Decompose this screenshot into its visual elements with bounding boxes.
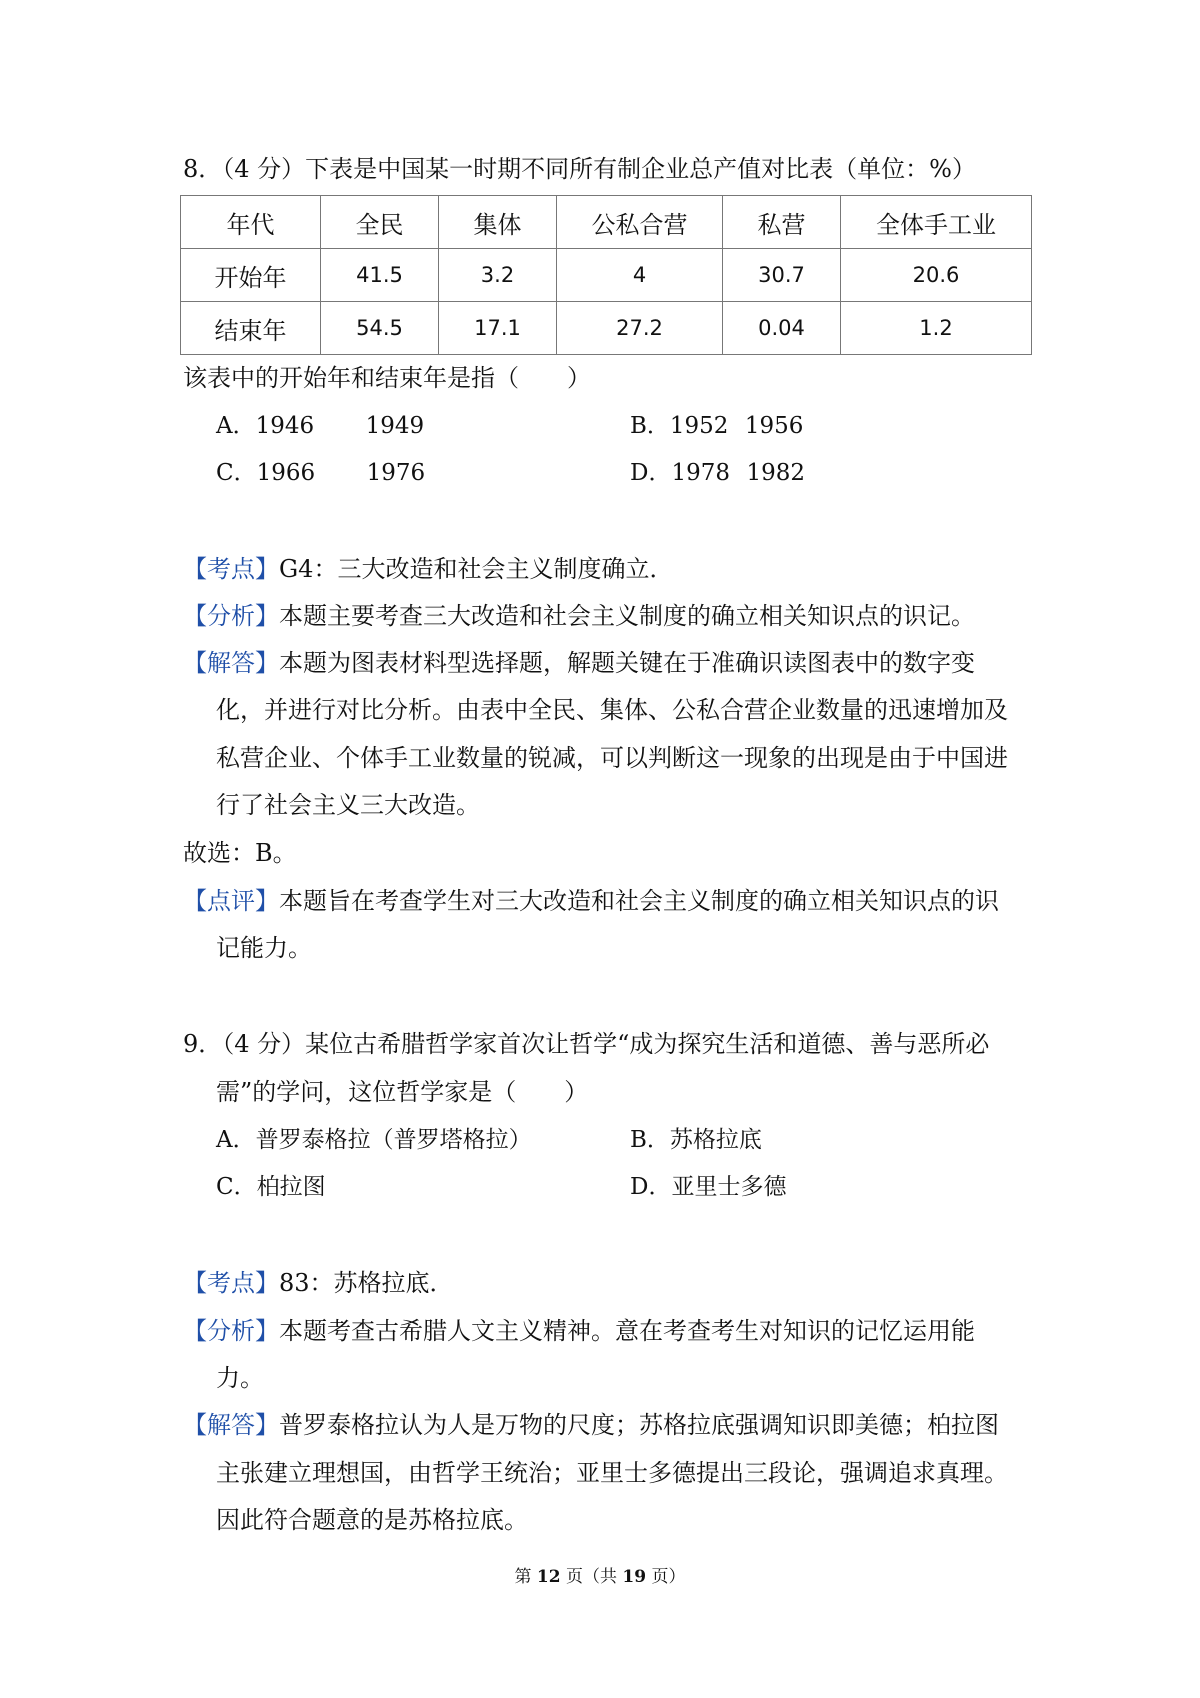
fenxi-tag: 【分析】 bbox=[183, 602, 279, 630]
jieda-line: 行了社会主义三大改造。 bbox=[216, 791, 480, 819]
q8-answer: 故选：B。 bbox=[183, 839, 297, 867]
table-row bbox=[181, 249, 1032, 302]
table-header-cell: 年代 bbox=[181, 196, 321, 249]
kaodian-text: 83：苏格拉底． bbox=[279, 1269, 454, 1297]
option-letter: B． bbox=[630, 413, 670, 439]
table-cell: 4 bbox=[557, 249, 723, 302]
option-letter: A． bbox=[216, 1127, 256, 1153]
table-cell: 1.2 bbox=[841, 302, 1032, 355]
q9-fenxi bbox=[183, 1316, 975, 1346]
option-letter: C． bbox=[216, 1174, 257, 1200]
q8-option-a bbox=[216, 411, 424, 441]
q8-jieda bbox=[183, 648, 975, 678]
fenxi-text: 本题主要考查三大改造和社会主义制度的确立相关知识点的识记。 bbox=[279, 602, 975, 630]
table-row bbox=[181, 302, 1032, 355]
kaodian-tag: 【考点】 bbox=[183, 1269, 279, 1297]
option-start-year: 1966 bbox=[256, 460, 316, 486]
option-start-year: 1946 bbox=[255, 413, 315, 439]
option-text: 苏格拉底 bbox=[669, 1127, 762, 1153]
kaodian-tag: 【考点】 bbox=[183, 555, 279, 583]
table-header-row bbox=[181, 196, 1032, 249]
jieda-line: 化，并进行对比分析。由表中全民、集体、公私合营企业数量的迅速增加及 bbox=[216, 696, 1008, 724]
footer-page-number: 12 bbox=[536, 1567, 561, 1587]
kaodian-text: G4：三大改造和社会主义制度确立． bbox=[279, 555, 674, 583]
jieda-line: 私营企业、个体手工业数量的锐减，可以判断这一现象的出现是由于中国进 bbox=[216, 744, 1008, 772]
option-end-year: 1982 bbox=[746, 460, 805, 486]
q9-option-c bbox=[216, 1172, 326, 1202]
option-letter: D． bbox=[630, 1174, 672, 1200]
footer-prefix: 第 bbox=[514, 1567, 537, 1587]
table-cell: 41.5 bbox=[321, 249, 439, 302]
footer-suffix: 页） bbox=[646, 1567, 686, 1587]
q9-option-d bbox=[630, 1172, 786, 1202]
jieda-line: 本题为图表材料型选择题，解题关键在于准确识读图表中的数字变 bbox=[279, 649, 975, 677]
q8-kaodian bbox=[183, 554, 673, 584]
option-end-year: 1976 bbox=[366, 460, 426, 486]
table-row-label: 结束年 bbox=[181, 302, 321, 355]
table-cell: 20.6 bbox=[841, 249, 1032, 302]
q9-jieda bbox=[183, 1410, 999, 1440]
q8-table bbox=[180, 195, 1032, 355]
table-cell: 30.7 bbox=[723, 249, 841, 302]
q8-option-c bbox=[216, 458, 425, 488]
footer-total-pages: 19 bbox=[622, 1567, 647, 1587]
fenxi-line: 本题考查古希腊人文主义精神。意在考查考生对知识的记忆运用能 bbox=[279, 1317, 975, 1345]
fenxi-tag: 【分析】 bbox=[183, 1317, 279, 1345]
q9-stem-cont: 需”的学问，这位哲学家是（ ） bbox=[216, 1078, 589, 1106]
q9-kaodian bbox=[183, 1268, 454, 1298]
jieda-line: 普罗泰格拉认为人是万物的尺度；苏格拉底强调知识即美德；柏拉图 bbox=[279, 1411, 999, 1439]
option-start-year: 1952 bbox=[669, 413, 729, 439]
option-end-year: 1956 bbox=[744, 413, 804, 439]
jieda-line: 因此符合题意的是苏格拉底。 bbox=[216, 1506, 528, 1534]
jieda-tag: 【解答】 bbox=[183, 1411, 279, 1439]
table-cell: 54.5 bbox=[321, 302, 439, 355]
table-header-cell: 全体手工业 bbox=[841, 196, 1032, 249]
q9-option-a bbox=[216, 1125, 532, 1155]
option-letter: D． bbox=[630, 460, 672, 486]
page-footer bbox=[0, 1562, 1200, 1587]
fenxi-line: 力。 bbox=[216, 1364, 264, 1392]
table-row-label: 开始年 bbox=[181, 249, 321, 302]
option-letter: A． bbox=[216, 413, 256, 439]
table-cell: 17.1 bbox=[439, 302, 557, 355]
table-header-cell: 集体 bbox=[439, 196, 557, 249]
table-header-cell: 公私合营 bbox=[557, 196, 723, 249]
jieda-tag: 【解答】 bbox=[183, 649, 279, 677]
table-header-cell: 私营 bbox=[723, 196, 841, 249]
option-start-year: 1978 bbox=[671, 460, 730, 486]
option-letter: C． bbox=[216, 460, 257, 486]
table-cell: 3.2 bbox=[439, 249, 557, 302]
q8-fenxi bbox=[183, 601, 975, 631]
footer-middle: 页（共 bbox=[560, 1567, 623, 1587]
q9-option-b bbox=[630, 1125, 762, 1155]
table-header-cell: 全民 bbox=[321, 196, 439, 249]
q8-stem: 8．（4 分）下表是中国某一时期不同所有制企业总产值对比表（单位：%） bbox=[183, 155, 976, 183]
option-text: 柏拉图 bbox=[256, 1174, 326, 1200]
table-cell: 0.04 bbox=[723, 302, 841, 355]
q8-option-d bbox=[630, 458, 805, 488]
q9-stem: 9．（4 分）某位古希腊哲学家首次让哲学“成为探究生活和道德、善与恶所必 bbox=[183, 1030, 990, 1058]
dianping-line: 记能力。 bbox=[216, 934, 312, 962]
table-cell: 27.2 bbox=[557, 302, 723, 355]
option-text: 亚里士多德 bbox=[671, 1174, 787, 1200]
dianping-line: 本题旨在考查学生对三大改造和社会主义制度的确立相关知识点的识 bbox=[279, 887, 999, 915]
option-text: 普罗泰格拉（普罗塔格拉） bbox=[255, 1127, 532, 1153]
option-letter: B． bbox=[630, 1127, 670, 1153]
q8-dianping bbox=[183, 886, 999, 916]
dianping-tag: 【点评】 bbox=[183, 887, 279, 915]
option-end-year: 1949 bbox=[365, 413, 425, 439]
jieda-line: 主张建立理想国，由哲学王统治；亚里士多德提出三段论，强调追求真理。 bbox=[216, 1459, 1008, 1487]
q8-question: 该表中的开始年和结束年是指（ ） bbox=[183, 364, 591, 392]
q8-option-b bbox=[630, 411, 803, 441]
